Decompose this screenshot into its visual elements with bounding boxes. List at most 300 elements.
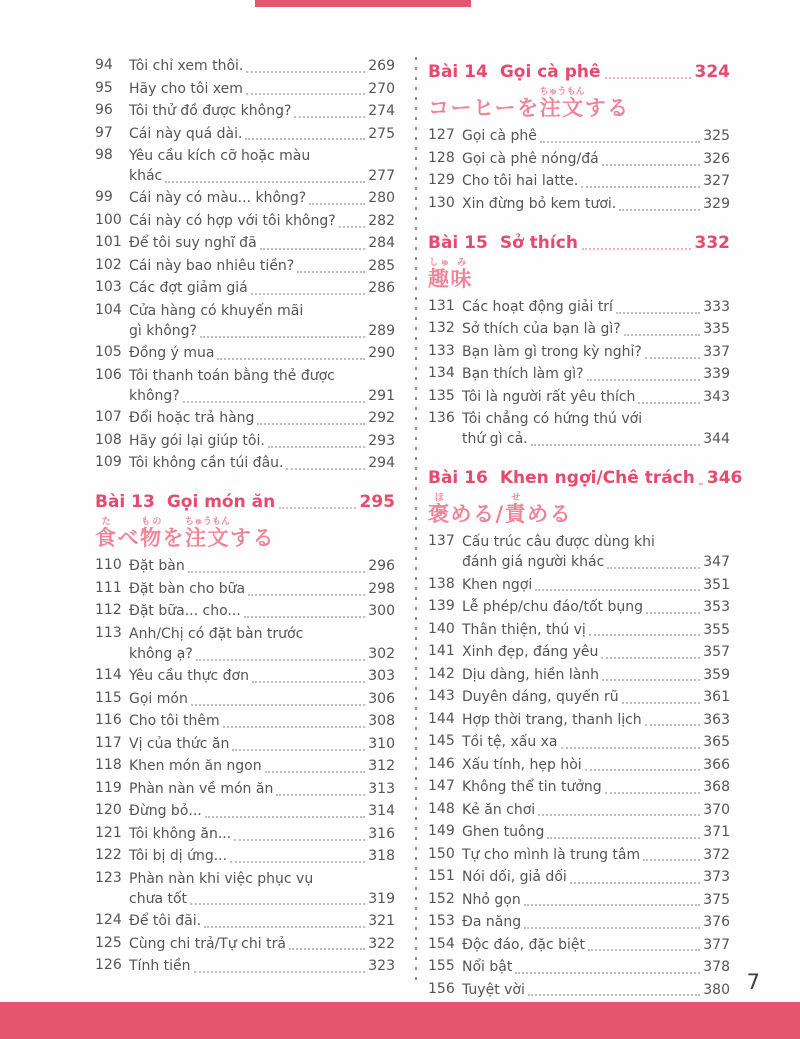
entry-body — [462, 576, 730, 596]
entry-line — [129, 935, 395, 955]
entry-page-number: 361 — [703, 689, 730, 706]
entry-page-number: 300 — [368, 603, 395, 620]
toc-entry — [95, 257, 395, 277]
entry-line — [129, 870, 395, 890]
entry-line — [462, 598, 730, 618]
entry-number: 138 — [428, 575, 455, 592]
entry-line — [462, 868, 730, 888]
dot-leader — [276, 794, 365, 796]
entry-title: Không thể tin tưởng — [462, 779, 602, 796]
japanese-ruby-segment: 食た — [95, 517, 118, 551]
dot-leader — [297, 271, 365, 273]
entry-number: 106 — [95, 366, 122, 383]
dot-leader — [245, 138, 365, 140]
entry-line — [462, 711, 730, 731]
entry-title-continued: không ạ? — [129, 645, 193, 662]
section-page-number: 324 — [694, 62, 730, 82]
entry-page-number: 284 — [368, 235, 395, 252]
toc-entry — [95, 870, 395, 910]
entry-body — [129, 580, 395, 600]
entry-number: 128 — [428, 149, 455, 166]
dot-leader — [183, 401, 366, 403]
entry-body — [129, 189, 395, 209]
entry-body — [129, 454, 395, 474]
dot-leader — [524, 927, 700, 929]
toc-entry — [95, 912, 395, 932]
toc-entry — [95, 757, 395, 777]
toc-entry — [95, 690, 395, 710]
entry-number: 137 — [428, 533, 455, 550]
entry-body — [462, 343, 730, 363]
entry-number: 125 — [95, 934, 122, 951]
dot-leader — [268, 446, 365, 448]
japanese-ruby-segment: 責せ — [504, 493, 528, 526]
entry-number: 112 — [95, 602, 122, 619]
entry-body — [129, 80, 395, 100]
entry-line — [129, 344, 395, 364]
entry-number: 151 — [428, 868, 455, 885]
entry-body — [129, 602, 395, 622]
entry-title: Xinh đẹp, đáng yêu — [462, 644, 599, 661]
entry-title: Tồi tệ, xấu xa — [462, 734, 558, 751]
toc-entry — [428, 343, 730, 363]
entry-number: 102 — [95, 256, 122, 273]
entry-line — [129, 645, 395, 665]
entry-number: 110 — [95, 557, 122, 574]
dot-leader — [339, 226, 366, 228]
entry-page-number: 378 — [703, 959, 730, 976]
entry-line — [462, 823, 730, 843]
entry-title: Tuyệt vời — [462, 981, 525, 998]
entry-line — [462, 801, 730, 821]
entry-page-number: 322 — [368, 935, 395, 952]
entry-title: Đa năng — [462, 914, 522, 931]
entry-page-number: 277 — [368, 167, 395, 184]
toc-entry — [428, 958, 730, 978]
entry-page-number: 351 — [703, 576, 730, 593]
toc-content — [95, 57, 743, 1003]
entry-line — [462, 778, 730, 798]
entry-number: 114 — [95, 667, 122, 684]
entry-body — [462, 801, 730, 821]
entry-page-number: 368 — [703, 779, 730, 796]
entry-line — [462, 913, 730, 933]
entry-line — [129, 147, 395, 167]
section-title: Gọi cà phê — [499, 62, 601, 82]
entry-line — [462, 688, 730, 708]
entry-title: Thân thiện, thú vị — [462, 621, 586, 638]
entry-body — [129, 234, 395, 254]
entry-number: 115 — [95, 689, 122, 706]
entry-page-number: 380 — [703, 981, 730, 998]
dot-leader — [528, 994, 700, 996]
entry-number: 99 — [95, 189, 113, 206]
entry-page-number: 375 — [703, 891, 730, 908]
dot-leader — [294, 116, 365, 118]
entry-line — [462, 958, 730, 978]
toc-entry — [428, 320, 730, 340]
entry-title: Phàn nàn khi việc phục vụ — [129, 870, 314, 887]
toc-entry — [428, 733, 730, 753]
toc-entry — [428, 666, 730, 686]
entry-title: Kẻ ăn chơi — [462, 801, 536, 818]
dot-leader — [251, 293, 366, 295]
dot-leader — [645, 357, 700, 359]
entry-page-number: 344 — [703, 431, 730, 448]
entry-line — [462, 410, 730, 430]
entry-line — [462, 621, 730, 641]
entry-title: Cái này bao nhiêu tiền? — [129, 257, 295, 274]
entry-line — [462, 365, 730, 385]
entry-number: 121 — [95, 824, 122, 841]
dot-leader — [540, 141, 700, 143]
entry-page-number: 294 — [368, 455, 395, 472]
bottom-edge-bar — [0, 1002, 800, 1039]
entry-page-number: 371 — [703, 824, 730, 841]
entry-number: 122 — [95, 847, 122, 864]
dot-leader — [232, 749, 365, 751]
entry-line — [129, 580, 395, 600]
section-header — [428, 466, 743, 490]
entry-number: 135 — [428, 387, 455, 404]
entry-line — [129, 302, 395, 322]
entry-body — [129, 432, 395, 452]
section-dot-leader — [605, 77, 691, 79]
entry-line — [129, 712, 395, 732]
section-japanese-subtitle — [428, 258, 730, 291]
entry-body — [129, 302, 395, 342]
toc-entry — [95, 780, 395, 800]
entry-number: 104 — [95, 301, 122, 318]
entry-title: Hợp thời trang, thanh lịch — [462, 711, 642, 728]
entry-line — [129, 557, 395, 577]
entry-title: Đồng ý mua — [129, 345, 215, 362]
dot-leader — [260, 248, 366, 250]
entry-page-number: 316 — [368, 825, 395, 842]
entry-number: 146 — [428, 755, 455, 772]
toc-entry — [428, 195, 730, 215]
entry-number: 136 — [428, 410, 455, 427]
toc-entry — [428, 868, 730, 888]
entry-line — [129, 125, 395, 145]
dot-leader — [524, 904, 701, 906]
toc-entry — [95, 712, 395, 732]
entry-body — [462, 958, 730, 978]
section-block — [428, 231, 730, 291]
toc-entry — [95, 957, 395, 977]
entry-title: Ghen tuông — [462, 824, 545, 841]
entry-body — [462, 127, 730, 147]
entry-title: Cùng chi trả/Tự chi trả — [129, 935, 286, 952]
entry-title: Dịu dàng, hiền lành — [462, 666, 600, 683]
entry-body — [129, 802, 395, 822]
entry-line — [129, 690, 395, 710]
entry-title-continued: không? — [129, 387, 180, 404]
toc-entry — [95, 102, 395, 122]
entry-title: Sở thích của bạn là gì? — [462, 321, 621, 338]
entry-page-number: 312 — [368, 758, 395, 775]
toc-entry — [95, 189, 395, 209]
entry-page-number: 290 — [368, 345, 395, 362]
entry-body — [462, 688, 730, 708]
toc-entry — [428, 533, 730, 573]
entry-line — [129, 212, 395, 232]
entry-line — [129, 912, 395, 932]
toc-entry — [428, 298, 730, 318]
entry-line — [462, 553, 730, 573]
toc-entry — [428, 846, 730, 866]
section-label: Bài 14 — [428, 62, 488, 82]
toc-entry — [95, 147, 395, 187]
entry-page-number: 293 — [368, 432, 395, 449]
entry-title: Cấu trúc câu được dùng khi — [462, 534, 655, 551]
entry-number: 131 — [428, 297, 455, 314]
entry-body — [129, 257, 395, 277]
toc-entry — [95, 125, 395, 145]
entry-line — [129, 432, 395, 452]
entry-page-number: 333 — [703, 298, 730, 315]
section-dot-leader — [582, 248, 691, 250]
entry-number: 148 — [428, 800, 455, 817]
entry-body — [129, 935, 395, 955]
entry-page-number: 298 — [368, 580, 395, 597]
entry-page-number: 296 — [368, 558, 395, 575]
entry-body — [462, 891, 730, 911]
entry-body — [462, 733, 730, 753]
entry-number: 113 — [95, 624, 122, 641]
entry-number: 133 — [428, 342, 455, 359]
entry-line — [129, 667, 395, 687]
entry-page-number: 373 — [703, 869, 730, 886]
dot-leader — [200, 336, 365, 338]
toc-entry — [95, 602, 395, 622]
toc-entry — [428, 823, 730, 843]
japanese-ruby-segment: 褒ほ — [428, 493, 451, 526]
entry-page-number: 282 — [368, 212, 395, 229]
dot-leader — [196, 659, 366, 661]
entry-page-number: 365 — [703, 734, 730, 751]
entry-line — [462, 172, 730, 192]
entry-line — [129, 189, 395, 209]
entry-number: 126 — [95, 957, 122, 974]
entry-number: 100 — [95, 211, 122, 228]
entry-page-number: 318 — [368, 848, 395, 865]
dot-leader — [252, 681, 365, 683]
entry-number: 152 — [428, 890, 455, 907]
toc-entry — [95, 580, 395, 600]
japanese-ruby-segment: 趣しゅ — [428, 257, 451, 291]
entry-page-number: 329 — [703, 195, 730, 212]
entry-body — [462, 778, 730, 798]
entry-page-number: 326 — [703, 150, 730, 167]
entry-title: Yêu cầu kích cỡ hoặc màu — [129, 148, 311, 164]
entry-title: Tôi chỉ xem thôi. — [129, 58, 244, 74]
entry-page-number: 377 — [703, 936, 730, 953]
entry-number: 153 — [428, 913, 455, 930]
entry-number: 139 — [428, 598, 455, 615]
dot-leader — [286, 468, 365, 470]
toc-entry — [95, 234, 395, 254]
dot-leader — [289, 948, 365, 950]
entry-body — [129, 825, 395, 845]
entry-body — [462, 666, 730, 686]
dot-leader — [190, 903, 365, 905]
entry-body — [462, 150, 730, 170]
toc-entry — [428, 621, 730, 641]
entry-number: 119 — [95, 779, 122, 796]
section-block — [95, 490, 395, 550]
entry-title: Cửa hàng có khuyến mãi — [129, 302, 304, 319]
entry-line — [129, 409, 395, 429]
entry-title: Tự cho mình là trung tâm — [462, 846, 641, 863]
toc-entry — [428, 388, 730, 408]
entry-page-number: 366 — [703, 756, 730, 773]
entry-body — [462, 365, 730, 385]
entry-title: Nhỏ gọn — [462, 891, 521, 908]
entry-number: 120 — [95, 802, 122, 819]
entry-page-number: 357 — [703, 644, 730, 661]
section-japanese-subtitle: 褒ほめる/責せめる — [428, 493, 573, 526]
toc-entry — [95, 454, 395, 474]
toc-entry — [428, 891, 730, 911]
entry-title: Yêu cầu thực đơn — [129, 668, 249, 685]
entry-page-number: 339 — [703, 366, 730, 383]
toc-entry — [95, 57, 395, 77]
entry-title: Tôi thử đồ được không? — [129, 103, 292, 119]
entry-number: 150 — [428, 845, 455, 862]
entry-number: 141 — [428, 643, 455, 660]
entry-body — [129, 212, 395, 232]
entry-body — [462, 195, 730, 215]
toc-entry — [428, 643, 730, 663]
entry-body — [462, 533, 730, 573]
dot-leader — [547, 837, 700, 839]
entry-title: Cái này có màu... không? — [129, 190, 307, 207]
top-edge-accent-strip — [255, 0, 471, 7]
entry-title: Xấu tính, hẹp hòi — [462, 756, 582, 773]
entry-title: Khen món ăn ngon — [129, 758, 262, 775]
entry-title: Đặt bữa... cho... — [129, 603, 241, 620]
dot-leader — [585, 769, 701, 771]
entry-title: Bạn làm gì trong kỳ nghỉ? — [462, 343, 642, 360]
section-title: Gọi món ăn — [166, 492, 276, 513]
entry-number: 105 — [95, 344, 122, 361]
section-dot-leader — [279, 507, 355, 509]
dot-leader — [205, 816, 366, 818]
entry-body — [462, 598, 730, 618]
toc-entry — [95, 80, 395, 100]
entry-page-number: 335 — [703, 321, 730, 338]
dot-leader — [622, 702, 701, 704]
toc-entry — [428, 127, 730, 147]
entry-number: 98 — [95, 147, 113, 163]
dot-leader — [535, 589, 700, 591]
entry-page-number: 337 — [703, 343, 730, 360]
entry-number: 154 — [428, 935, 455, 952]
section-page-number: 332 — [694, 232, 730, 253]
entry-body — [462, 868, 730, 888]
entry-body — [129, 102, 395, 122]
dot-leader — [531, 444, 701, 446]
entry-page-number: 269 — [368, 58, 395, 74]
entry-line — [462, 936, 730, 956]
entry-number: 149 — [428, 823, 455, 840]
entry-body — [462, 981, 730, 1001]
toc-column-right — [428, 57, 743, 1003]
section-block — [428, 466, 743, 526]
dot-leader — [265, 771, 366, 773]
section-header — [428, 231, 730, 255]
entry-line — [129, 757, 395, 777]
toc-entry — [95, 279, 395, 299]
entry-line — [462, 981, 730, 1001]
toc-entry — [428, 365, 730, 385]
entry-number: 107 — [95, 409, 122, 426]
toc-entry — [428, 598, 730, 618]
japanese-ruby-segment: 味み — [450, 257, 473, 291]
dot-leader — [645, 724, 701, 726]
entry-line — [462, 343, 730, 363]
toc-entry — [428, 756, 730, 776]
entry-body — [462, 643, 730, 663]
entry-title: Tôi bị dị ứng... — [129, 848, 228, 865]
dot-leader — [165, 181, 365, 183]
section-page-number: 346 — [706, 468, 743, 488]
entry-page-number: 306 — [368, 690, 395, 707]
section-title: Sở thích — [499, 232, 578, 253]
entry-line — [462, 891, 730, 911]
entry-line — [462, 195, 730, 215]
entry-body — [462, 936, 730, 956]
entry-body — [462, 711, 730, 731]
toc-entry — [428, 936, 730, 956]
entry-body — [129, 344, 395, 364]
entry-title: Cái này quá dài. — [129, 125, 243, 142]
japanese-ruby-segment: 物もの — [140, 517, 163, 551]
section-header — [95, 490, 395, 514]
entry-number: 130 — [428, 194, 455, 211]
dot-leader — [244, 616, 366, 618]
entry-page-number: 376 — [703, 914, 730, 931]
entry-line — [129, 957, 395, 977]
entry-page-number: 285 — [368, 257, 395, 274]
dot-leader — [194, 971, 366, 973]
entry-title: Phàn nàn về món ăn — [129, 780, 274, 797]
dot-leader — [646, 612, 700, 614]
entry-number: 124 — [95, 912, 122, 929]
entry-page-number: 347 — [703, 554, 730, 571]
entry-body — [129, 870, 395, 910]
toc-entry — [95, 935, 395, 955]
entry-line — [129, 57, 395, 77]
dot-leader — [561, 747, 701, 749]
entry-title: Để tôi suy nghĩ đã — [129, 235, 257, 252]
entry-body — [462, 388, 730, 408]
entry-title: Đặt bàn cho bữa — [129, 580, 246, 597]
entry-number: 97 — [95, 124, 113, 141]
entry-page-number: 308 — [368, 713, 395, 730]
entry-body — [129, 912, 395, 932]
dot-leader — [257, 423, 365, 425]
entry-page-number: 302 — [368, 645, 395, 662]
dot-leader — [234, 839, 365, 841]
entry-title: Duyên dáng, quyến rũ — [462, 689, 619, 706]
entry-number: 134 — [428, 365, 455, 382]
entry-number: 109 — [95, 454, 122, 471]
dot-leader — [588, 949, 700, 951]
entry-line — [462, 733, 730, 753]
toc-entry — [95, 825, 395, 845]
